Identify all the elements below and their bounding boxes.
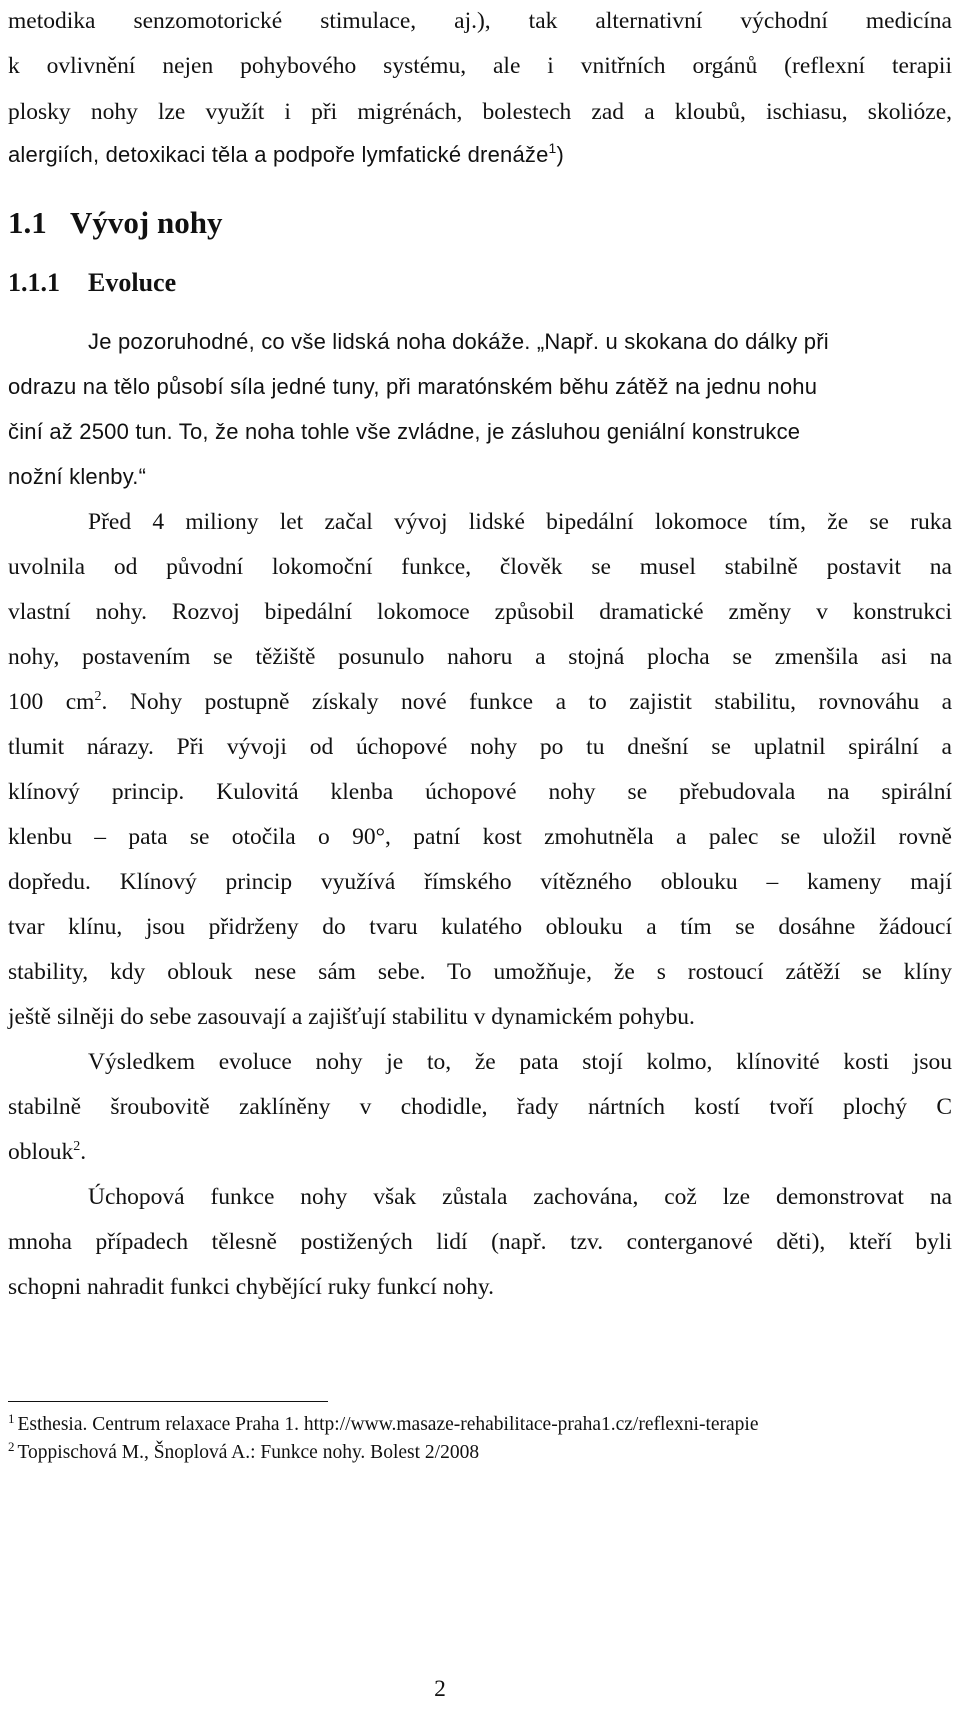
para3-line9: dopředu. Klínový princip využívá římského vítězného oblouku – kameny mají	[8, 869, 952, 895]
para2-line3: činí až 2500 tun. To, že noha tohle vše zvládne, je zásluhou geniální konstrukce	[8, 419, 801, 444]
para2-line4: nožní klenby.“	[8, 464, 147, 489]
para2-line1: Je pozoruhodné, co vše lidská noha dokáže. „Např. u skokana do dálky při	[88, 329, 829, 354]
para3-line3: vlastní nohy. Rozvoj bipedální lokomoce způsobil dramatické změny v konstrukci	[8, 599, 952, 625]
para3-line1: Před 4 miliony let začal vývoj lidské bipedální lokomoce tím, že se ruka	[88, 509, 952, 535]
section-number: 1.1	[8, 205, 47, 240]
section-heading	[8, 205, 222, 241]
para2-line2: odrazu na tělo působí síla jedné tuny, při maratónském běhu zátěž na jednu nohu	[8, 374, 818, 399]
para4-line3-text: oblouk	[8, 1139, 74, 1165]
footnote-2	[8, 1441, 479, 1465]
page-number: 2	[434, 1676, 446, 1702]
para1-line2: k ovlivnění nejen pohybového systému, ale i vnitřních orgánů (reflexní terapii	[8, 53, 952, 79]
footnote-ref-2: 2	[73, 1139, 81, 1154]
para5-line1: Úchopová funkce nohy však zůstala zachována, což lze demonstrovat na	[88, 1184, 952, 1210]
section-title: Vývoj nohy	[70, 205, 223, 240]
para4-line2: stabilně šroubovitě zaklíněny v chodidle, řady nártních kostí tvoří plochý C	[8, 1094, 952, 1120]
para3-line11: stability, kdy oblouk nese sám sebe. To umožňuje, že s rostoucí zátěží se klíny	[8, 959, 952, 985]
footnote-1	[8, 1413, 759, 1437]
para3-line12: ještě silněji do sebe zasouvají a zajišťují stabilitu v dynamickém pohybu.	[8, 1004, 695, 1030]
para4-line3	[8, 1137, 952, 1167]
para3-line5-b: . Nohy postupně získaly nové funkce a to zajistit stabilitu, rovnováhu a	[101, 689, 952, 715]
para3-line7: klínový princip. Kulovitá klenba úchopové nohy se přebudovala na spirální	[8, 779, 952, 805]
footnote-mark-2: 2	[8, 1439, 15, 1454]
para3-line4: nohy, postavením se těžiště posunulo nahoru a stojná plocha se zmenšila asi na	[8, 644, 952, 670]
para1-line4-end: )	[556, 142, 565, 167]
subsection-number: 1.1.1	[8, 268, 60, 297]
para3-line10: tvar klínu, jsou přidrženy do tvaru kulatého oblouku a tím se dosáhne žádoucí	[8, 914, 952, 940]
footnote-separator	[8, 1401, 328, 1402]
para1-line4-text: alergiích, detoxikaci těla a podpoře lymfatické drenáže	[8, 142, 549, 167]
para3-line5	[8, 687, 952, 717]
para5-line2: mnoha případech tělesně postižených lidí (např. tzv. conterganové děti), kteří byli	[8, 1229, 952, 1255]
footnote-text-1: Esthesia. Centrum relaxace Praha 1. http://www.masaze-rehabilitace-praha1.cz/reflexni-terapie	[17, 1414, 759, 1435]
para4-line1: Výsledkem evoluce nohy je to, že pata stojí kolmo, klínovité kosti jsou	[88, 1049, 952, 1075]
footnote-mark-1: 1	[8, 1411, 15, 1426]
para1-line1: metodika senzomotorické stimulace, aj.), tak alternativní východní medicína	[8, 8, 952, 34]
para3-line5-a: 100 cm	[8, 689, 95, 715]
para1-line3: plosky nohy lze využít i při migrénách, bolestech zad a kloubů, ischiasu, skolióze,	[8, 99, 952, 125]
subsection-title: Evoluce	[88, 268, 177, 297]
para3-line8: klenbu – pata se otočila o 90°, patní kost zmohutněla a palec se uložil rovně	[8, 824, 952, 850]
footnote-ref-1: 1	[548, 140, 557, 156]
superscript-2: 2	[94, 689, 102, 704]
para5-line3: schopni nahradit funkci chybějící ruky funkcí nohy.	[8, 1274, 494, 1300]
para3-line2: uvolnila od původní lokomoční funkce, člověk se musel stabilně postavit na	[8, 554, 952, 580]
subsection-heading	[8, 267, 176, 299]
para4-line3-end: .	[80, 1139, 87, 1165]
footnote-text-2: Toppischová M., Šnoplová A.: Funkce nohy. Bolest 2/2008	[17, 1442, 480, 1463]
para1-line4	[8, 140, 952, 170]
para3-line6: tlumit nárazy. Při vývoji od úchopové nohy po tu dnešní se uplatnil spirální a	[8, 734, 952, 760]
